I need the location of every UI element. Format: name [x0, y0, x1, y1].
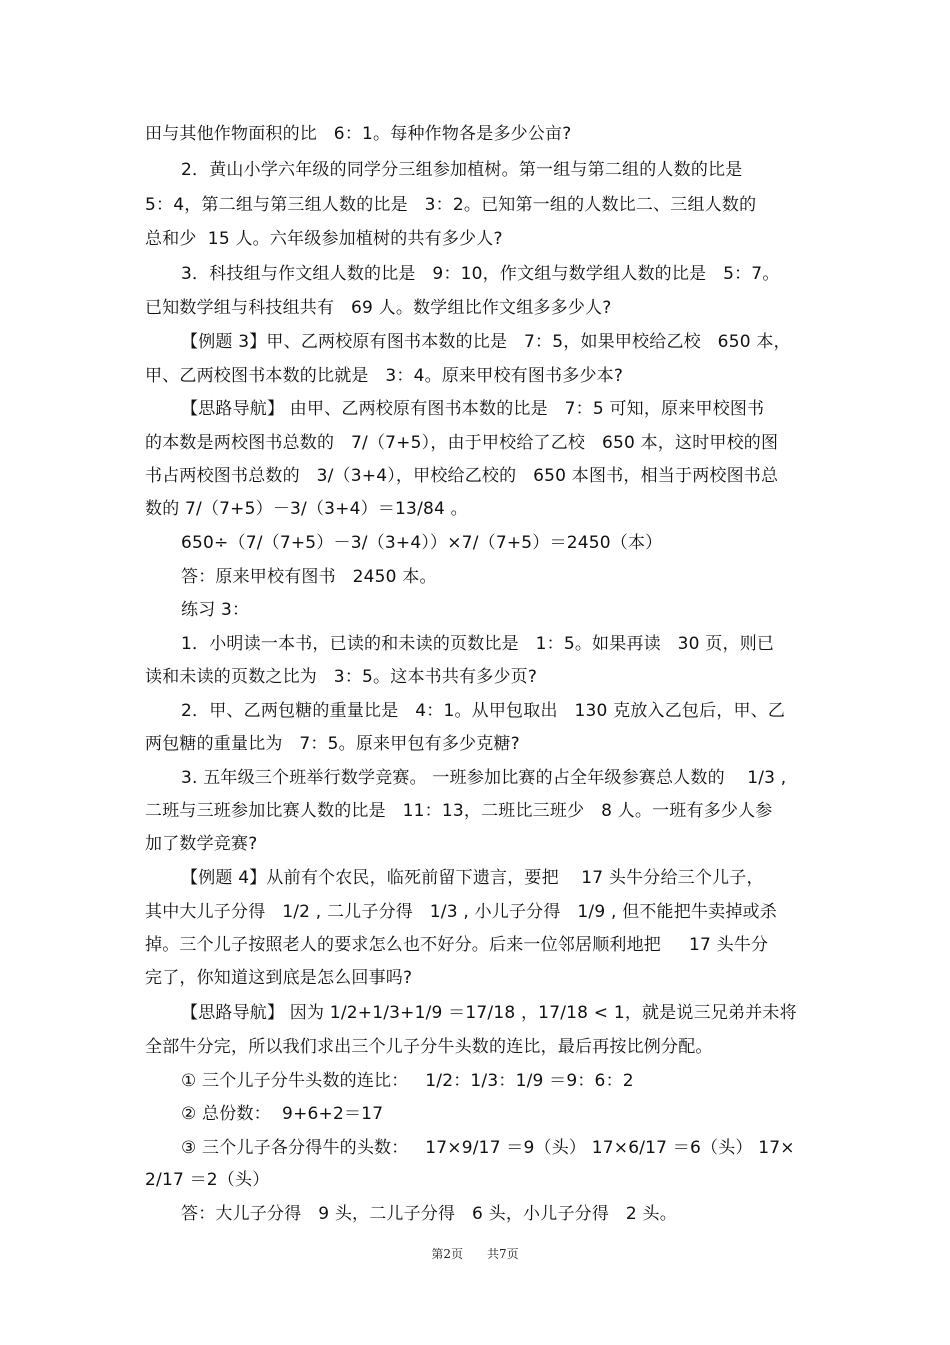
- text-line: 650÷（7/（7+5）－3/（3+4））×7/（7+5）＝2450（本）: [181, 533, 663, 553]
- text-line: ① 三个儿子分牛头数的连比： 1/2：1/3：1/9 ＝9：6：2: [181, 1071, 634, 1091]
- text-line: 完了，你知道这到底是怎么回事吗?: [145, 968, 413, 988]
- text-line: 2/17 ＝2（头）: [145, 1170, 270, 1190]
- text-line: 全部牛分完，所以我们求出三个儿子分牛头数的连比，最后再按比例分配。: [145, 1037, 713, 1057]
- text-line: 两包糖的重量比为 7：5。原来甲包有多少克糖?: [145, 734, 520, 754]
- text-line: 加了数学竞赛?: [145, 834, 258, 854]
- text-line: 其中大儿子分得 1/2 , 二儿子分得 1/3 , 小儿子分得 1/9 , 但不能把牛卖掉或杀: [145, 902, 777, 922]
- text-line: 练习 3：: [181, 600, 250, 620]
- text-line: 甲、乙两校图书本数的比就是 3：4。原来甲校有图书多少本?: [145, 366, 624, 386]
- text-line: 二班与三班参加比赛人数的比是 11：13，二班比三班少 8 人。一班有多少人参: [145, 801, 773, 821]
- text-line: 2．黄山小学六年级的同学分三组参加植树。第一组与第二组的人数的比是: [181, 160, 743, 180]
- text-line: 【思路导航】 因为 1/2+1/3+1/9 ＝17/18 ，17/18 < 1，就是说三兄弟并未将: [181, 1003, 797, 1023]
- text-line: 读和未读的页数之比为 3：5。这本书共有多少页?: [145, 667, 538, 687]
- text-line: 的本数是两校图书总数的 7/（7+5），由于甲校给了乙校 650 本，这时甲校的图: [145, 433, 779, 453]
- text-line: 数的 7/（7+5）－3/（3+4）＝13/84 。: [145, 499, 468, 519]
- text-line: 田与其他作物面积的比 6：1。每种作物各是多少公亩?: [145, 124, 572, 144]
- text-line: 3. 五年级三个班举行数学竞赛。 一班参加比赛的占全年级参赛总人数的 1/3 ,: [181, 768, 787, 788]
- page-footer: [0, 1246, 950, 1262]
- text-line: 【例题 3】甲、乙两校原有图书本数的比是 7：5，如果甲校给乙校 650 本，: [181, 332, 791, 352]
- text-line: 书占两校图书总数的 3/（3+4），甲校给乙校的 650 本图书，相当于两校图书总: [145, 466, 779, 486]
- text-line: 2．甲、乙两包糖的重量比是 4：1。从甲包取出 130 克放入乙包后，甲、乙: [181, 701, 786, 721]
- text-line: 掉。三个儿子按照老人的要求怎么也不好分。后来一位邻居顺利地把 17 头牛分: [145, 935, 769, 955]
- page-total: 共7页: [487, 1247, 519, 1261]
- text-line: 3．科技组与作文组人数的比是 9：10，作文组与数学组人数的比是 5：7。: [181, 264, 780, 284]
- text-line: 已知数学组与科技组共有 69 人。数学组比作文组多多少人?: [145, 298, 612, 318]
- text-line: 答：原来甲校有图书 2450 本。: [181, 567, 437, 587]
- text-line: 总和少 15 人。六年级参加植树的共有多少人?: [145, 229, 503, 249]
- page-number: 第2页: [431, 1247, 463, 1261]
- text-line: 5：4，第二组与第三组人数的比是 3：2。已知第一组的人数比二、三组人数的: [145, 195, 757, 215]
- text-line: 【例题 4】从前有个农民，临死前留下遗言，要把 17 头牛分给三个儿子，: [181, 868, 764, 888]
- text-line: ② 总份数： 9+6+2＝17: [181, 1104, 384, 1124]
- text-line: 1．小明读一本书，已读的和未读的页数比是 1：5。如果再读 30 页，则已: [181, 634, 775, 654]
- text-line: 【思路导航】 由甲、乙两校原有图书本数的比是 7：5 可知，原来甲校图书: [181, 399, 765, 419]
- text-line: ③ 三个儿子各分得牛的头数： 17×9/17 ＝9（头） 17×6/17 ＝6（头） 17×: [181, 1138, 795, 1158]
- text-line: 答：大儿子分得 9 头，二儿子分得 6 头，小儿子分得 2 头。: [181, 1204, 677, 1224]
